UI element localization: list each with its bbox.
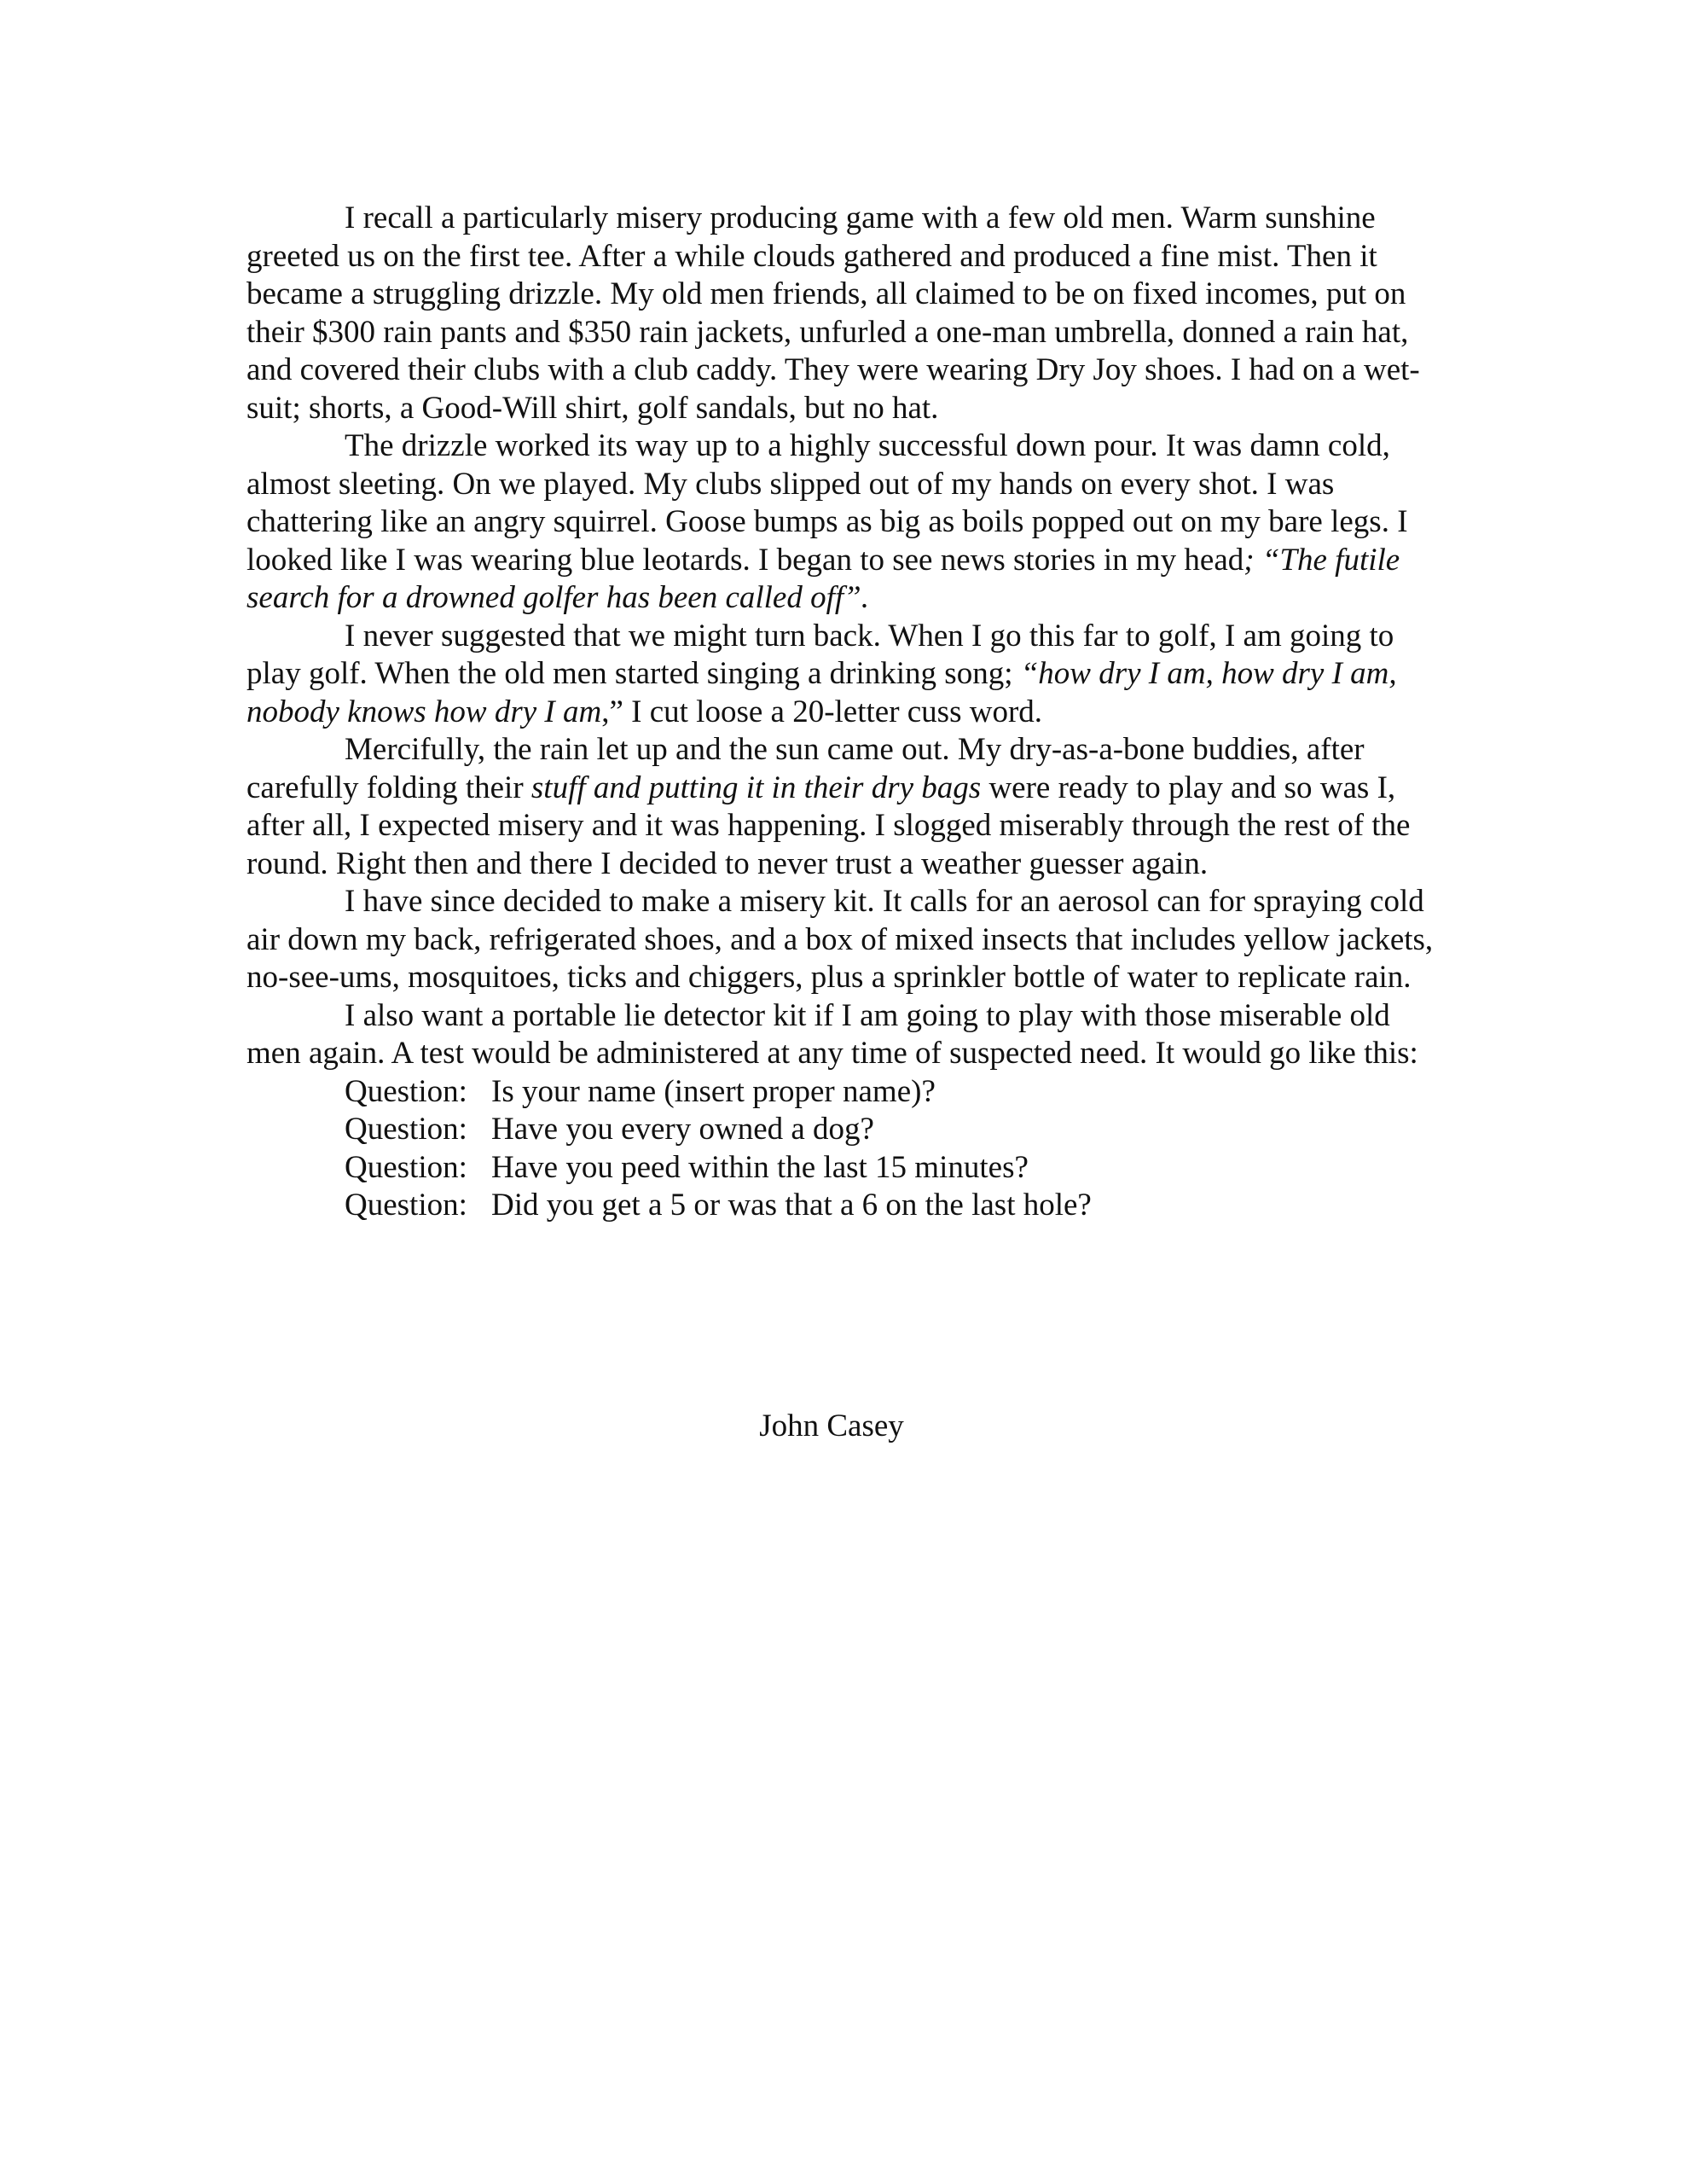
author-signature: John Casey	[759, 1409, 904, 1443]
question-text: Have you peed within the last 15 minutes?	[491, 1149, 1029, 1185]
paragraph-italic-text: stuff and putting it in their dry bags	[530, 770, 982, 805]
paragraph-6	[246, 997, 1441, 1073]
paragraph-text: I also want a portable lie detector kit if I am going to play with those miserable old men again. A test would be administered at any time of suspected need. It would go like this:	[246, 997, 1418, 1071]
paragraph-3	[246, 618, 1441, 732]
question-label: Question:	[345, 1112, 467, 1147]
paragraph-text: Mercifully, the rain let up and the sun came out. My dry-as-a-bone buddies, after carefully folding their	[246, 732, 1365, 805]
paragraph-1	[246, 200, 1441, 427]
question-list	[246, 1073, 1441, 1225]
question-item	[246, 1073, 1441, 1112]
question-text: Have you every owned a dog?	[491, 1112, 874, 1147]
paragraph-text: ,” I cut loose a 20-letter cuss word.	[601, 694, 1043, 729]
question-label: Question:	[345, 1073, 467, 1109]
question-label: Question:	[345, 1149, 467, 1185]
paragraph-2	[246, 427, 1441, 618]
paragraph-text: were ready to play and so was I, after all, I expected misery and it was happening. I slogged miserably through the rest of the round. Right then and there I decided to never trust a weather guesser again.	[246, 770, 1411, 881]
question-item	[246, 1187, 1441, 1225]
question-item	[246, 1111, 1441, 1149]
question-item	[246, 1149, 1441, 1188]
paragraph-text: I never suggested that we might turn back. When I go this far to golf, I am going to play golf. When the old men started singing a drinking song;	[246, 618, 1394, 691]
question-text: Did you get a 5 or was that a 6 on the last hole?	[491, 1188, 1092, 1223]
paragraph-5	[246, 883, 1441, 997]
paragraph-4	[246, 731, 1441, 883]
paragraph-italic-text: “how dry I am, how dry I am, nobody knows how dry I am	[246, 656, 1397, 729]
paragraph-italic-text: ; “The futile search for a drowned golfer has been called off”.	[246, 542, 1400, 615]
document-body	[246, 200, 1441, 1225]
question-text: Is your name (insert proper name)?	[491, 1073, 936, 1109]
paragraph-text: The drizzle worked its way up to a highly successful down pour. It was damn cold, almost sleeting. On we played. My clubs slipped out of my hands on every shot. I was chattering like an angry squirrel. Goose bumps as big as boils popped out on my bare legs. I looked like I was wearing blue leotards. I began to see news stories in my head	[246, 428, 1408, 578]
paragraph-text: I have since decided to make a misery kit. It calls for an aerosol can for spraying cold air down my back, refrigerated shoes, and a box of mixed insects that includes yellow jackets, no-see-ums, mosquitoes, ticks and chiggers, plus a sprinkler bottle of water to replicate rain.	[246, 884, 1434, 995]
paragraph-text: I recall a particularly misery producing game with a few old men. Warm sunshine greeted us on the first tee. After a while clouds gathered and produced a fine mist. Then it became a struggling drizzle. My old men friends, all claimed to be on fixed incomes, put on their $300 rain pants and $350 rain jackets, unfurled a one-man umbrella, donned a rain hat, and covered their clubs with a club caddy. They were wearing Dry Joy shoes. I had on a wet-suit; shorts, a Good-Will shirt, golf sandals, but no hat.	[246, 200, 1420, 426]
question-label: Question:	[345, 1188, 467, 1223]
